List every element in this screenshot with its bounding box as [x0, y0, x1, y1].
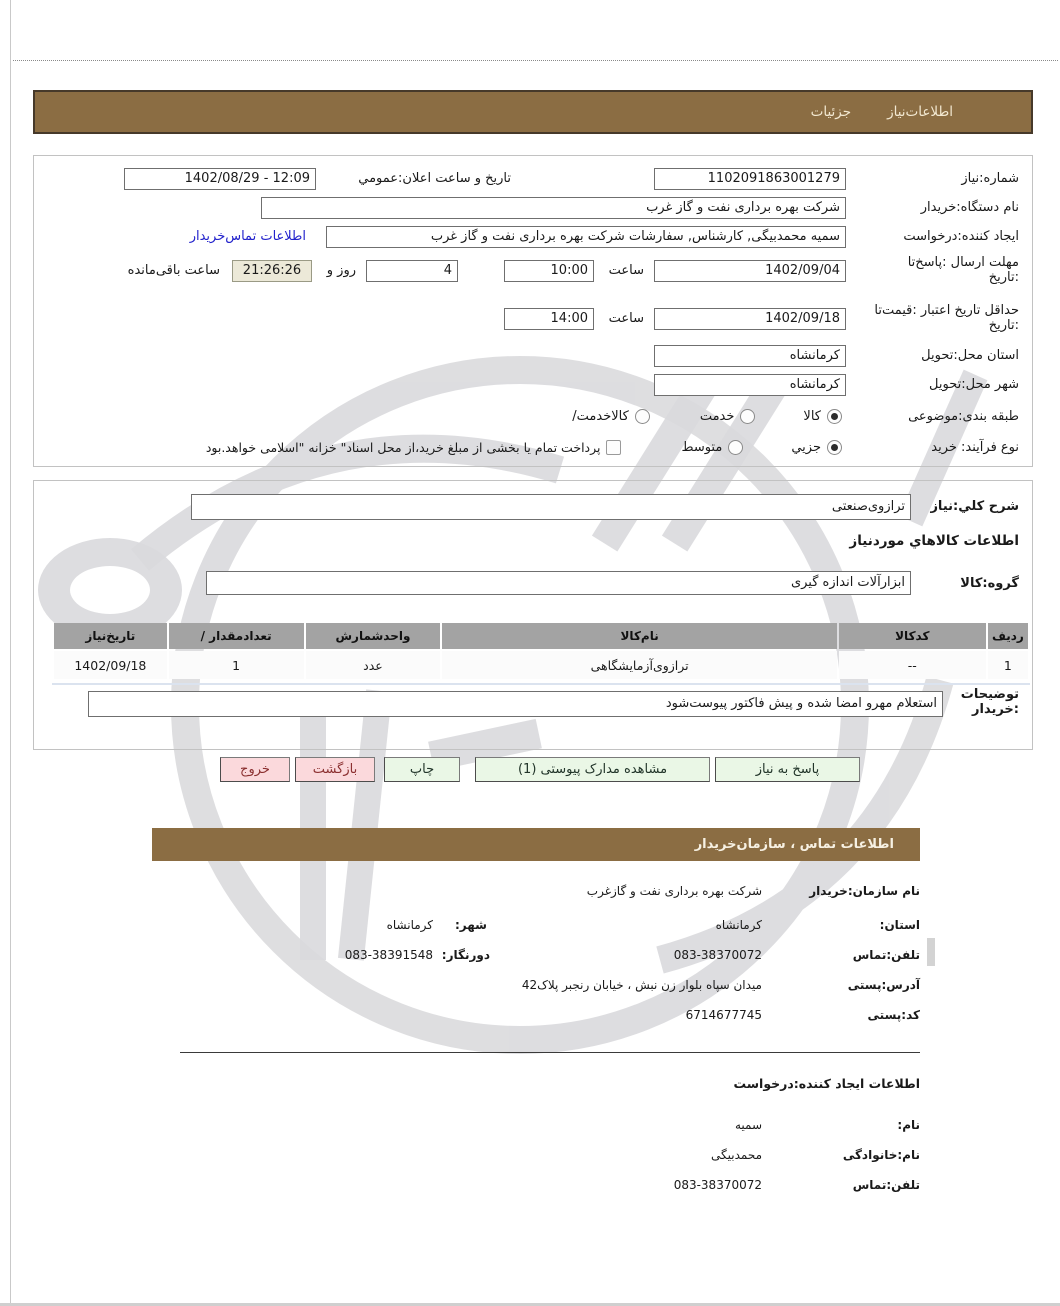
tab-details[interactable]: جزئیات: [810, 104, 852, 120]
contact-phone-value: 083-38370072: [673, 948, 762, 962]
delivery-province-label: استان محل:تحویل: [921, 348, 1019, 363]
print-button[interactable]: چاپ: [384, 757, 460, 782]
need-description-label: شرح کلي:نیاز: [930, 499, 1019, 514]
contact-city-label: شهر:: [455, 918, 487, 932]
buyer-contact-bar: اطلاعات تماس ، سازمان‌خریدار: [152, 828, 920, 861]
reply-deadline-time-field[interactable]: 10:00: [504, 260, 594, 282]
need-summary-section: [33, 155, 1033, 467]
creator-lastname-label: نام:خانوادگی: [842, 1148, 920, 1162]
creator-info-heading: اطلاعات ایجاد کننده:درخواست: [733, 1076, 920, 1091]
purchase-process-label: نوع فرآیند: خرید: [931, 439, 1019, 455]
buyer-notes-field[interactable]: استعلام مهرو امضا شده و پیش فاکتور پیوست‌شود: [88, 691, 943, 717]
buyer-contact-link[interactable]: اطلاعات تماس‌خریدار: [189, 229, 306, 244]
contact-divider: [180, 1052, 920, 1053]
cell-row-number: 1: [988, 651, 1028, 679]
col-quantity: تعدادمقدار /: [169, 623, 304, 649]
radio-minor-label: جزیي: [791, 439, 821, 455]
price-validity-hour-label: ساعت: [608, 311, 644, 326]
announce-datetime-field[interactable]: 12:09 - 1402/08/29: [124, 168, 316, 190]
delivery-province-field[interactable]: کرمانشاه: [654, 345, 846, 367]
price-validity-label-line1: حداقل تاریخ اعتبار :قیمت‌تا: [874, 303, 1019, 318]
price-validity-date-field[interactable]: 1402/09/18: [654, 308, 846, 330]
need-number-label: شماره:نیاز: [961, 171, 1019, 186]
need-number-field[interactable]: 1102091863001279: [654, 168, 846, 190]
col-unit: واحدشمارش: [306, 623, 441, 649]
radio-medium-label: متوسط: [681, 439, 723, 455]
header-tab-bar: [33, 90, 1033, 134]
days-and-label: روز و: [326, 263, 356, 278]
buyer-org-field[interactable]: شرکت بهره برداری نفت و گاز غرب: [261, 197, 846, 219]
need-details-section: [33, 480, 1033, 777]
creator-phone-value: 083-38370072: [673, 1178, 762, 1192]
col-row-number: ردیف: [988, 623, 1028, 649]
exit-button[interactable]: خروج: [220, 757, 290, 782]
subject-classification-label: طبقه بندی:موضوعی: [908, 408, 1019, 424]
contact-city-value: کرمانشاه: [386, 918, 433, 932]
creator-phone-label: تلفن:تماس: [852, 1178, 920, 1192]
radio-goods-label: کالا: [803, 408, 821, 424]
contact-fax-label: دورنگار:: [441, 948, 490, 962]
table-underline: [52, 683, 1030, 685]
cell-need-date: 1402/09/18: [54, 651, 167, 679]
reply-to-need-button[interactable]: پاسخ به نیاز: [715, 757, 860, 782]
contact-province-label: استان:: [879, 918, 920, 932]
need-description-field[interactable]: ترازوی‌صنعتی: [191, 494, 911, 520]
treasury-checkbox-label: پرداخت تمام یا بخشی از مبلغ خرید،از محل اسناد" خزانه "اسلامی خواهد.بود: [205, 439, 601, 455]
creator-firstname-value: سمیه: [734, 1118, 762, 1132]
price-validity-label-line2: :تاریخ: [988, 318, 1019, 333]
goods-info-heading: اطلاعات کالاهاي موردنیاز: [849, 533, 1019, 549]
view-attachments-button[interactable]: مشاهده مدارک پیوستی (1): [475, 757, 710, 782]
contact-province-value: کرمانشاه: [715, 918, 762, 932]
reply-deadline-date-field[interactable]: 1402/09/04: [654, 260, 846, 282]
subject-classification-row: [572, 406, 1019, 426]
back-button[interactable]: بازگشت: [295, 757, 375, 782]
request-creator-label: ایجاد کننده:درخواست: [903, 229, 1019, 244]
countdown-timer: 21:26:26: [232, 260, 312, 282]
goods-table-header-row: [54, 623, 1028, 649]
radio-goods-service[interactable]: [635, 409, 650, 424]
cell-quantity: 1: [169, 651, 304, 679]
contact-address-value: میدان سپاه بلوار زن نبش ، خیابان رنجبر پلاک42: [521, 978, 762, 992]
buyer-notes-label: [961, 687, 1019, 717]
price-validity-label: [874, 303, 1019, 333]
cell-item-name: ترازوی‌آزمایشگاهی: [442, 651, 836, 679]
treasury-checkbox[interactable]: [606, 440, 621, 455]
purchase-process-row: [206, 437, 1019, 457]
creator-firstname-label: نام:: [897, 1118, 920, 1132]
reply-deadline-label-line2: :تاریخ: [988, 270, 1019, 285]
goods-table-row: [54, 651, 1028, 679]
delivery-city-field[interactable]: کرمانشاه: [654, 374, 846, 396]
radio-medium[interactable]: [728, 440, 743, 455]
radio-goods[interactable]: [827, 409, 842, 424]
price-validity-time-field[interactable]: 14:00: [504, 308, 594, 330]
delivery-city-label: شهر محل:تحویل: [929, 377, 1019, 392]
creator-lastname-value: محمدبیگی: [711, 1148, 762, 1162]
buyer-notes-label-line2: :خریدار: [972, 702, 1019, 717]
goods-table: [52, 621, 1030, 681]
col-need-date: تاریخ‌نیاز: [54, 623, 167, 649]
tab-info-need[interactable]: اطلاعات‌نیاز: [887, 104, 953, 120]
reply-deadline-label: [908, 255, 1019, 285]
cell-item-code: --: [839, 651, 986, 679]
contact-phone-label: تلفن:تماس: [852, 948, 920, 962]
remaining-days-field[interactable]: 4: [366, 260, 458, 282]
top-dotted-divider: [13, 60, 1058, 61]
org-name-value: شرکت بهره برداری نفت و گازغرب: [586, 884, 762, 898]
radio-minor[interactable]: [827, 440, 842, 455]
contact-address-label: آدرس:پستی: [847, 978, 920, 992]
col-item-name: نام‌کالا: [442, 623, 836, 649]
announce-datetime-label: تاریخ و ساعت اعلان:عمومي: [358, 171, 511, 186]
buyer-org-label: نام دستگاه:خریدار: [920, 200, 1019, 215]
goods-group-field[interactable]: ابزارآلات اندازه گیری: [206, 571, 911, 595]
radio-service[interactable]: [740, 409, 755, 424]
left-border-line: [10, 0, 11, 1306]
reply-deadline-label-line1: مهلت ارسال :پاسخ‌تا: [907, 255, 1019, 270]
buyer-notes-label-line1: توضیحات: [960, 687, 1019, 702]
contact-zip-value: 6714677745: [685, 1008, 762, 1022]
radio-goods-service-label: کالاخدمت/: [572, 408, 629, 424]
goods-group-label: گروه:کالا: [960, 576, 1019, 591]
hours-remaining-label: ساعت باقی‌مانده: [127, 263, 220, 278]
radio-service-label: خدمت: [699, 408, 735, 424]
contact-zip-label: کد:پستی: [867, 1008, 920, 1022]
reply-deadline-hour-label: ساعت: [608, 263, 644, 278]
col-item-code: کدکالا: [839, 623, 986, 649]
contact-fax-value: 083-38391548: [344, 948, 433, 962]
cell-unit: عدد: [306, 651, 441, 679]
request-creator-field[interactable]: سمیه محمدبیگی, کارشناس, سفارشات شرکت بهره برداری نفت و گاز غرب: [326, 226, 846, 248]
org-name-label: نام سازمان:خریدار: [809, 884, 920, 898]
